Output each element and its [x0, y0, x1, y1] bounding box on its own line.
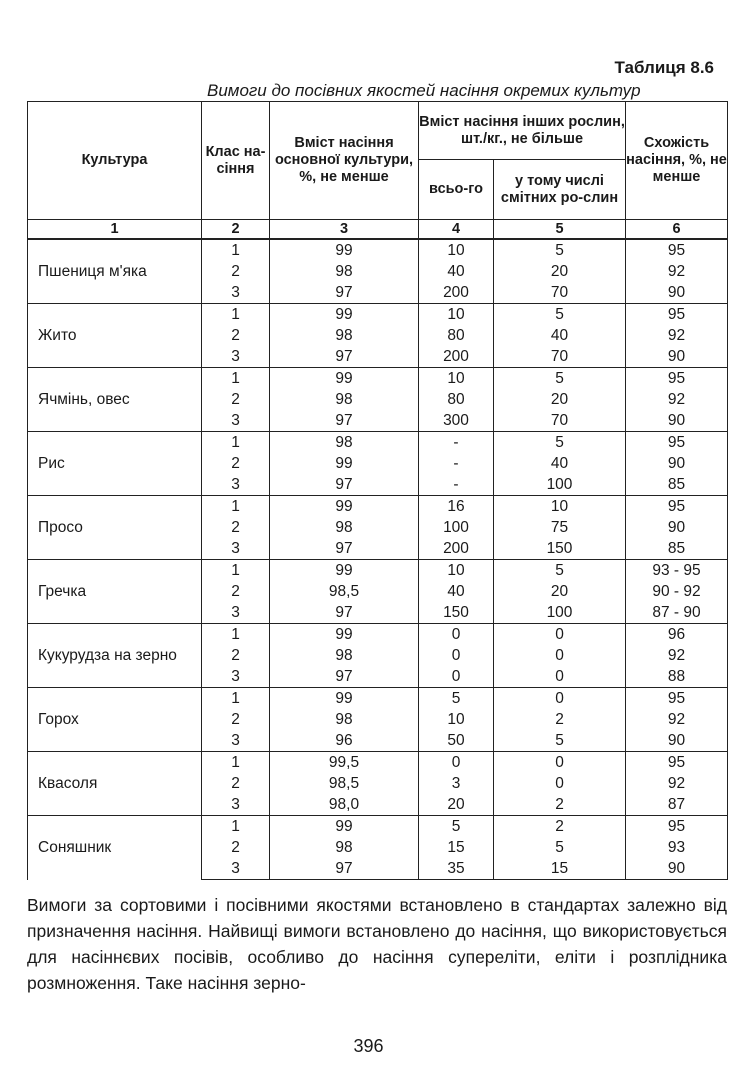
table-cell: 92	[626, 709, 728, 730]
header-weeds: у тому числі смітних ро-слин	[494, 160, 626, 220]
table-cell: 97	[270, 602, 419, 624]
table-cell: 20	[494, 581, 626, 602]
table-cell: 90	[626, 517, 728, 538]
table-cell: 1	[202, 752, 270, 774]
crop-name: Просо	[28, 496, 202, 560]
table-cell: 1	[202, 560, 270, 582]
table-row	[28, 624, 728, 646]
crop-name: Горох	[28, 688, 202, 752]
table-cell: 70	[494, 410, 626, 432]
table-cell: 92	[626, 325, 728, 346]
table-cell: 95	[626, 752, 728, 774]
table-cell: 3	[202, 730, 270, 752]
table-cell: 0	[419, 645, 494, 666]
column-number: 6	[626, 220, 728, 240]
table-cell: 10	[419, 709, 494, 730]
table-cell: 5	[494, 304, 626, 326]
table-cell: 0	[494, 773, 626, 794]
table-cell: 200	[419, 282, 494, 304]
table-cell: 75	[494, 517, 626, 538]
table-cell: 96	[626, 624, 728, 646]
table-cell: 90	[626, 858, 728, 880]
crop-name: Пшениця м'яка	[28, 239, 202, 304]
table-cell: 3	[202, 410, 270, 432]
table-cell: 3	[202, 538, 270, 560]
table-cell: 90 - 92	[626, 581, 728, 602]
table-cell: 50	[419, 730, 494, 752]
body-paragraph: Вимоги за сортовими і посівними якостями встановлено в стандартах залежно від призначення насіння. Найвищі вимоги встановлено до насіння, що використовується для насіннєвих посівів, особливо до насіння супереліти, еліти і розплідника розмноження. Таке насіння зерно-	[27, 895, 727, 993]
table-cell: 2	[494, 794, 626, 816]
table-cell: 15	[494, 858, 626, 880]
crop-name: Гречка	[28, 560, 202, 624]
table-cell: 87 - 90	[626, 602, 728, 624]
table-cell: 300	[419, 410, 494, 432]
table-cell: 95	[626, 304, 728, 326]
table-cell: 40	[419, 581, 494, 602]
table-cell: 1	[202, 624, 270, 646]
table-cell: 2	[202, 645, 270, 666]
table-cell: 2	[202, 837, 270, 858]
table-cell: -	[419, 453, 494, 474]
table-row	[28, 560, 728, 582]
table-cell: 3	[202, 794, 270, 816]
table-cell: 98	[270, 325, 419, 346]
table-cell: 5	[494, 730, 626, 752]
table-cell: 96	[270, 730, 419, 752]
table-cell: 2	[202, 709, 270, 730]
table-cell: 1	[202, 368, 270, 390]
table-cell: 1	[202, 816, 270, 838]
table-cell: 5	[419, 816, 494, 838]
table-cell: 40	[419, 261, 494, 282]
table-cell: 97	[270, 666, 419, 688]
table-cell: 99,5	[270, 752, 419, 774]
table-cell: 99	[270, 560, 419, 582]
table-cell: 95	[626, 496, 728, 518]
table-row	[28, 496, 728, 518]
table-cell: 95	[626, 368, 728, 390]
table-cell: 20	[494, 389, 626, 410]
column-number: 2	[202, 220, 270, 240]
table-cell: 90	[626, 453, 728, 474]
table-cell: 0	[494, 645, 626, 666]
table-cell: 97	[270, 410, 419, 432]
table-cell: 20	[419, 794, 494, 816]
crop-name: Квасоля	[28, 752, 202, 816]
table-cell: 100	[494, 602, 626, 624]
table-cell: 98,5	[270, 581, 419, 602]
table-cell: 90	[626, 410, 728, 432]
seed-quality-table	[27, 101, 728, 880]
table-cell: 3	[202, 666, 270, 688]
table-cell: 98	[270, 432, 419, 454]
table-cell: 93 - 95	[626, 560, 728, 582]
crop-name: Жито	[28, 304, 202, 368]
table-cell: 92	[626, 773, 728, 794]
table-cell: 150	[494, 538, 626, 560]
table-cell: 5	[494, 432, 626, 454]
table-cell: 5	[494, 837, 626, 858]
table-cell: 98	[270, 709, 419, 730]
table-cell: 90	[626, 346, 728, 368]
table-cell: 0	[494, 624, 626, 646]
table-cell: 99	[270, 688, 419, 710]
table-cell: 1	[202, 239, 270, 261]
table-cell: 100	[419, 517, 494, 538]
table-cell: 95	[626, 239, 728, 261]
table-body	[28, 239, 728, 880]
table-cell: 3	[202, 346, 270, 368]
page-number: 396	[353, 1036, 384, 1056]
table-cell: 150	[419, 602, 494, 624]
table-cell: 5	[494, 368, 626, 390]
table-cell: 0	[494, 688, 626, 710]
table-cell: 99	[270, 368, 419, 390]
table-cell: 3	[202, 282, 270, 304]
table-cell: 3	[202, 858, 270, 880]
table-cell: 90	[626, 282, 728, 304]
table-cell: 10	[419, 304, 494, 326]
table-cell: 2	[202, 453, 270, 474]
table-cell: 99	[270, 239, 419, 261]
column-numbers-row	[28, 220, 728, 240]
table-cell: -	[419, 432, 494, 454]
table-cell: 92	[626, 645, 728, 666]
table-cell: -	[419, 474, 494, 496]
table-row	[28, 432, 728, 454]
table-cell: 80	[419, 389, 494, 410]
table-row	[28, 752, 728, 774]
table-cell: 95	[626, 688, 728, 710]
table-cell: 99	[270, 453, 419, 474]
column-number: 5	[494, 220, 626, 240]
crop-name: Рис	[28, 432, 202, 496]
column-number: 4	[419, 220, 494, 240]
table-cell: 5	[494, 239, 626, 261]
table-cell: 98,5	[270, 773, 419, 794]
table-cell: 99	[270, 304, 419, 326]
table-cell: 0	[494, 666, 626, 688]
table-cell: 1	[202, 496, 270, 518]
table-cell: 99	[270, 624, 419, 646]
table-cell: 70	[494, 346, 626, 368]
table-cell: 90	[626, 730, 728, 752]
table-cell: 3	[202, 474, 270, 496]
table-cell: 15	[419, 837, 494, 858]
table-cell: 98,0	[270, 794, 419, 816]
table-cell: 5	[494, 560, 626, 582]
table-cell: 93	[626, 837, 728, 858]
table-cell: 1	[202, 304, 270, 326]
table-cell: 3	[202, 602, 270, 624]
table-cell: 95	[626, 432, 728, 454]
table-cell: 98	[270, 645, 419, 666]
table-cell: 97	[270, 474, 419, 496]
header-total: всьо-го	[419, 160, 494, 220]
header-main-content: Вміст насіння основної культури, %, не менше	[270, 102, 419, 220]
table-cell: 1	[202, 688, 270, 710]
table-cell: 2	[202, 581, 270, 602]
table-cell: 87	[626, 794, 728, 816]
table-cell: 95	[626, 816, 728, 838]
table-cell: 70	[494, 282, 626, 304]
table-cell: 20	[494, 261, 626, 282]
table-cell: 0	[419, 752, 494, 774]
table-row	[28, 688, 728, 710]
header-germination: Схожість насіння, %, не менше	[626, 102, 728, 220]
table-cell: 97	[270, 858, 419, 880]
table-cell: 97	[270, 346, 419, 368]
table-cell: 10	[419, 239, 494, 261]
table-row	[28, 304, 728, 326]
table-cell: 85	[626, 474, 728, 496]
table-cell: 100	[494, 474, 626, 496]
table-cell: 200	[419, 538, 494, 560]
header-crop: Культура	[28, 102, 202, 220]
crop-name: Соняшник	[28, 816, 202, 880]
table-cell: 3	[419, 773, 494, 794]
table-cell: 97	[270, 538, 419, 560]
table-row	[28, 368, 728, 390]
table-cell: 0	[419, 666, 494, 688]
table-cell: 2	[494, 816, 626, 838]
table-cell: 0	[419, 624, 494, 646]
table-cell: 97	[270, 282, 419, 304]
table-cell: 2	[202, 389, 270, 410]
table-caption: Вимоги до посівних якостей насіння окремих культур	[207, 81, 641, 100]
table-cell: 2	[494, 709, 626, 730]
column-number: 1	[28, 220, 202, 240]
table-cell: 0	[494, 752, 626, 774]
table-cell: 10	[419, 368, 494, 390]
table-cell: 98	[270, 837, 419, 858]
table-cell: 35	[419, 858, 494, 880]
table-cell: 99	[270, 816, 419, 838]
table-cell: 2	[202, 325, 270, 346]
table-cell: 16	[419, 496, 494, 518]
table-number: Таблиця 8.6	[614, 58, 714, 77]
table-cell: 5	[419, 688, 494, 710]
column-number: 3	[270, 220, 419, 240]
table-cell: 2	[202, 773, 270, 794]
table-cell: 92	[626, 389, 728, 410]
header-class: Клас на-сіння	[202, 102, 270, 220]
table-cell: 1	[202, 432, 270, 454]
crop-name: Кукурудза на зерно	[28, 624, 202, 688]
table-cell: 2	[202, 517, 270, 538]
table-cell: 98	[270, 517, 419, 538]
table-cell: 40	[494, 453, 626, 474]
table-cell: 200	[419, 346, 494, 368]
table-cell: 2	[202, 261, 270, 282]
table-cell: 10	[419, 560, 494, 582]
header-other-plants: Вміст насіння інших рослин, шт./кг., не більше	[419, 102, 626, 160]
table-cell: 85	[626, 538, 728, 560]
crop-name: Ячмінь, овес	[28, 368, 202, 432]
table-cell: 40	[494, 325, 626, 346]
table-cell: 88	[626, 666, 728, 688]
table-cell: 80	[419, 325, 494, 346]
table-cell: 98	[270, 261, 419, 282]
table-cell: 10	[494, 496, 626, 518]
table-cell: 99	[270, 496, 419, 518]
table-cell: 92	[626, 261, 728, 282]
table-cell: 98	[270, 389, 419, 410]
table-row	[28, 239, 728, 261]
table-row	[28, 816, 728, 838]
